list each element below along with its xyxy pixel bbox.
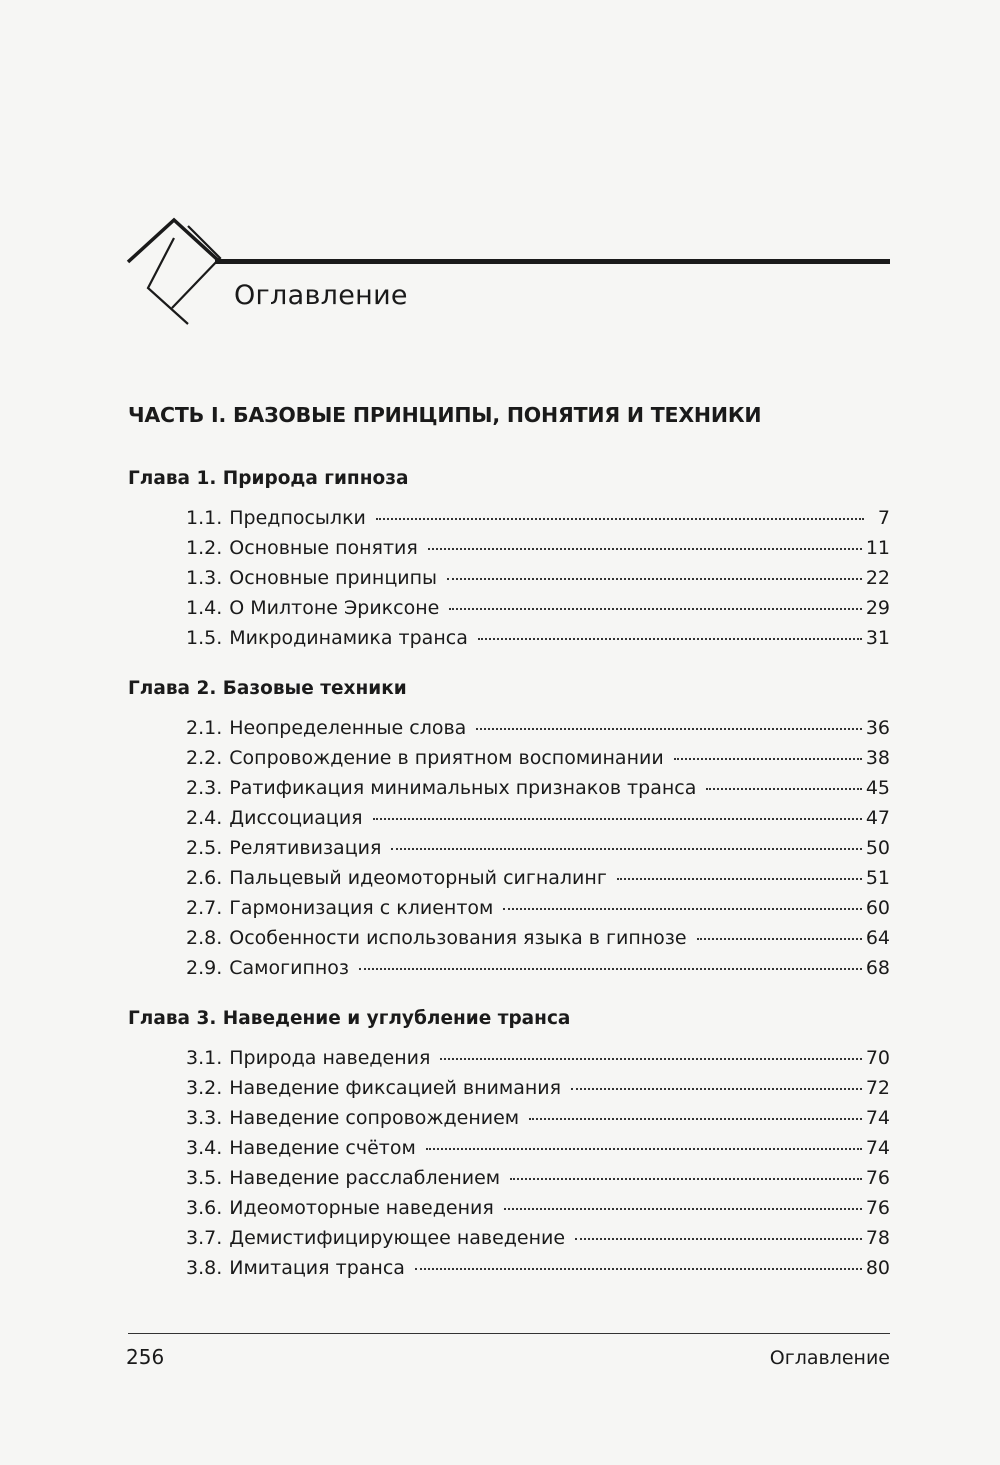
footer-page-number: 256: [126, 1345, 165, 1369]
dot-leader: [510, 1178, 862, 1180]
part-title: ЧАСТЬ I. БАЗОВЫЕ ПРИНЦИПЫ, ПОНЯТИЯ И ТЕХНИКИ: [128, 403, 762, 427]
dot-leader: [476, 728, 861, 730]
dot-leader: [575, 1238, 862, 1240]
entry-number: 1.5.: [186, 627, 223, 649]
entry-label: Наведение сопровождением: [229, 1107, 520, 1129]
dot-leader: [359, 968, 862, 970]
toc-title: Оглавление: [234, 280, 408, 311]
header-diamond-ornament: [120, 212, 240, 332]
entry-page: 36: [865, 717, 890, 739]
toc-entry-2-2[interactable]: [186, 747, 890, 777]
dot-leader: [674, 758, 862, 760]
entry-page: 64: [865, 927, 890, 949]
chapter-2-title: Глава 2. Базовые техники: [128, 678, 407, 699]
entry-number: 2.5.: [186, 837, 223, 859]
entry-number: 2.4.: [186, 807, 223, 829]
entry-label: Идеомоторные наведения: [229, 1197, 494, 1219]
toc-entry-2-8[interactable]: [186, 927, 890, 957]
entry-label: Диссоциация: [229, 807, 363, 829]
dot-leader: [571, 1088, 862, 1090]
entry-page: 7: [877, 507, 890, 529]
dot-leader: [478, 638, 862, 640]
entry-number: 3.3.: [186, 1107, 223, 1129]
toc-entry-2-7[interactable]: [186, 897, 890, 927]
entry-number: 2.9.: [186, 957, 223, 979]
toc-entry-3-4[interactable]: [186, 1137, 890, 1167]
dot-leader: [391, 848, 861, 850]
entry-page: 68: [865, 957, 890, 979]
entry-label: Природа наведения: [229, 1047, 431, 1069]
chapter-3-title: Глава 3. Наведение и углубление транса: [128, 1008, 571, 1029]
entry-label: Основные понятия: [229, 537, 418, 559]
entry-number: 1.2.: [186, 537, 223, 559]
dot-leader: [440, 1058, 861, 1060]
toc-entry-3-3[interactable]: [186, 1107, 890, 1137]
footer-running-title: Оглавление: [769, 1347, 890, 1369]
dot-leader: [706, 788, 861, 790]
entry-label: Наведение фиксацией внимания: [229, 1077, 562, 1099]
entry-number: 1.1.: [186, 507, 223, 529]
dot-leader: [373, 818, 862, 820]
entry-page: 76: [865, 1197, 890, 1219]
entry-label: Сопровождение в приятном воспоминании: [229, 747, 664, 769]
entry-number: 2.3.: [186, 777, 223, 799]
entry-page: 47: [865, 807, 890, 829]
toc-entry-2-3[interactable]: [186, 777, 890, 807]
entry-number: 3.4.: [186, 1137, 223, 1159]
entry-label: Релятивизация: [229, 837, 382, 859]
entry-page: 38: [865, 747, 890, 769]
toc-entry-2-4[interactable]: [186, 807, 890, 837]
header-rule: [215, 259, 890, 264]
entry-number: 2.2.: [186, 747, 223, 769]
entry-number: 3.1.: [186, 1047, 223, 1069]
toc-entry-3-7[interactable]: [186, 1227, 890, 1257]
entry-page: 11: [865, 537, 890, 559]
dot-leader: [529, 1118, 862, 1120]
entry-page: 74: [865, 1137, 890, 1159]
entry-number: 2.8.: [186, 927, 223, 949]
entry-number: 2.6.: [186, 867, 223, 889]
entry-page: 45: [865, 777, 890, 799]
entry-label: Демистифицирующее наведение: [229, 1227, 566, 1249]
entry-number: 3.2.: [186, 1077, 223, 1099]
dot-leader: [447, 578, 862, 580]
entry-number: 2.1.: [186, 717, 223, 739]
toc-entry-1-4[interactable]: [186, 597, 890, 627]
entry-page: 80: [865, 1257, 890, 1279]
entry-label: Особенности использования языка в гипнозе: [229, 927, 687, 949]
entry-label: Неопределенные слова: [229, 717, 467, 739]
entry-page: 31: [865, 627, 890, 649]
dot-leader: [376, 518, 864, 520]
toc-entry-2-6[interactable]: [186, 867, 890, 897]
entry-number: 3.8.: [186, 1257, 223, 1279]
dot-leader: [503, 908, 861, 910]
toc-entry-2-5[interactable]: [186, 837, 890, 867]
entry-label: Гармонизация с клиентом: [229, 897, 494, 919]
entry-page: 70: [865, 1047, 890, 1069]
entry-page: 76: [865, 1167, 890, 1189]
entry-number: 1.4.: [186, 597, 223, 619]
footer-rule: [128, 1333, 890, 1334]
entry-page: 72: [865, 1077, 890, 1099]
dot-leader: [504, 1208, 862, 1210]
entry-page: 60: [865, 897, 890, 919]
toc-entry-3-5[interactable]: [186, 1167, 890, 1197]
entry-label: Предпосылки: [229, 507, 366, 529]
entry-number: 2.7.: [186, 897, 223, 919]
entry-page: 29: [865, 597, 890, 619]
entry-label: Наведение счётом: [229, 1137, 416, 1159]
entry-number: 1.3.: [186, 567, 223, 589]
toc-entry-2-1[interactable]: [186, 717, 890, 747]
entry-label: Ратификация минимальных признаков транса: [229, 777, 697, 799]
entry-label: Основные принципы: [229, 567, 438, 589]
entry-page: 74: [865, 1107, 890, 1129]
dot-leader: [449, 608, 861, 610]
chapter-1-title: Глава 1. Природа гипноза: [128, 468, 409, 489]
entry-number: 3.5.: [186, 1167, 223, 1189]
entry-label: Самогипноз: [229, 957, 350, 979]
toc-entry-1-3[interactable]: [186, 567, 890, 597]
toc-entry-1-5[interactable]: [186, 627, 890, 657]
entry-number: 3.7.: [186, 1227, 223, 1249]
dot-leader: [428, 548, 862, 550]
toc-entry-3-2[interactable]: [186, 1077, 890, 1107]
toc-entry-1-1[interactable]: [186, 507, 890, 537]
toc-entry-3-6[interactable]: [186, 1197, 890, 1227]
entry-number: 3.6.: [186, 1197, 223, 1219]
entry-label: Пальцевый идеомоторный сигналинг: [229, 867, 607, 889]
dot-leader: [426, 1148, 862, 1150]
entry-page: 50: [865, 837, 890, 859]
entry-label: О Милтоне Эриксоне: [229, 597, 440, 619]
entry-page: 22: [865, 567, 890, 589]
toc-entry-1-2[interactable]: [186, 537, 890, 567]
toc-entry-2-9[interactable]: [186, 957, 890, 987]
entry-label: Микродинамика транса: [229, 627, 468, 649]
toc-entry-3-8[interactable]: [186, 1257, 890, 1287]
toc-entry-3-1[interactable]: [186, 1047, 890, 1077]
entry-page: 78: [865, 1227, 890, 1249]
entry-page: 51: [865, 867, 890, 889]
dot-leader: [697, 938, 862, 940]
dot-leader: [415, 1268, 862, 1270]
dot-leader: [617, 878, 862, 880]
entry-label: Имитация транса: [229, 1257, 405, 1279]
entry-label: Наведение расслаблением: [229, 1167, 501, 1189]
